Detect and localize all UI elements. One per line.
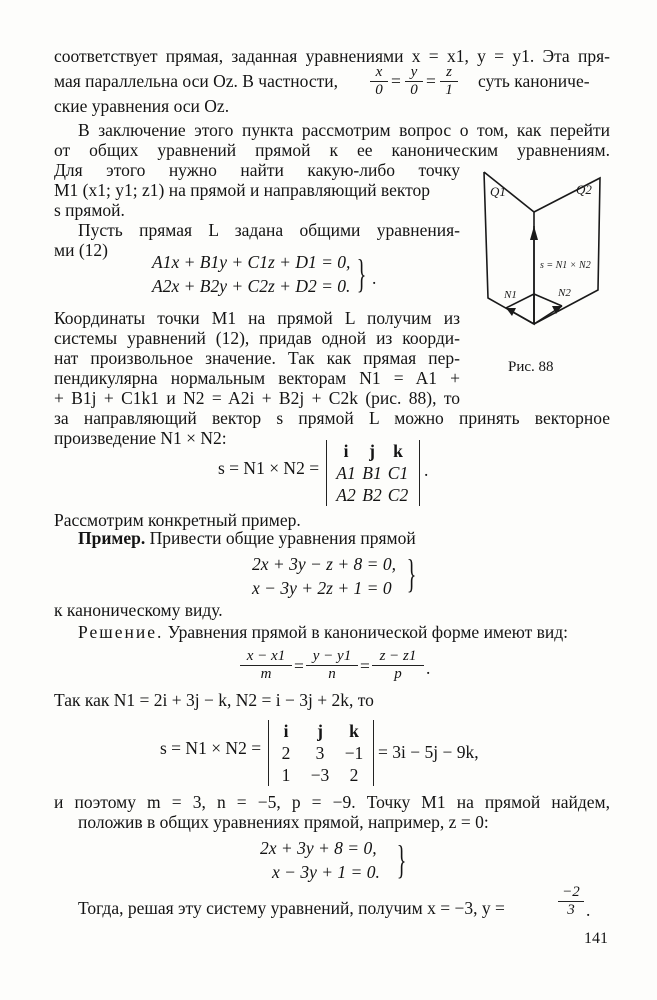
- page-number: 141: [584, 930, 608, 947]
- text-line: ские уравнения оси Oz.: [54, 96, 230, 116]
- text-line: M1 (x1; y1; z1) на прямой и направляющий вектор: [54, 180, 431, 200]
- fraction: $\frac{y - y1}{n}$: [306, 648, 358, 683]
- fraction: $\frac{z}{1}$: [440, 64, 458, 99]
- label-q1: Q1: [490, 184, 506, 199]
- text-line: мая параллельна оси Oz. В частности,: [54, 71, 338, 91]
- fraction: $\frac{-2}{3}$: [558, 884, 584, 919]
- equation-line: 2x + 3y + 8 = 0,: [260, 838, 377, 858]
- text-line: Так как N1 = 2i + 3j − k, N2 = i − 3j + 2k, то: [54, 690, 374, 710]
- text-line: Для этого нужно найти какую-либо точку: [54, 160, 460, 180]
- text-line: нат произвольное значение. Так как прямая пер-: [54, 348, 460, 368]
- fraction: $\frac{x}{0}$: [370, 64, 388, 99]
- plane-q2-outline: [534, 178, 600, 324]
- equation-rhs: = 3i − 5j − 9k,: [378, 742, 479, 762]
- text-line: Пример. Привести общие уравнения прямой: [78, 528, 416, 548]
- equation-line: 2x + 3y − z + 8 = 0,: [252, 554, 396, 574]
- equation-lhs: s = N1 × N2 =: [160, 738, 262, 758]
- text-line: от общих уравнений прямой к ее каноническим уравнениям.: [54, 140, 610, 160]
- text-line: Координаты точки M1 на прямой L получим из: [54, 308, 460, 328]
- text-line: произведение N1 × N2:: [54, 428, 227, 448]
- text-line: s прямой.: [54, 200, 125, 220]
- equation-line: A2x + B2y + C2z + D2 = 0.: [152, 276, 351, 296]
- equation-line: x − 3y + 1 = 0.: [272, 862, 380, 882]
- label-q2: Q2: [576, 182, 592, 197]
- text-line: Пусть прямая L задана общими уравнения-: [78, 220, 460, 240]
- text-line: системы уравнений (12), придав одной из коорди-: [54, 328, 460, 348]
- fraction: $\frac{z - z1}{p}$: [372, 648, 424, 683]
- equation-lhs: s = N1 × N2 =: [218, 458, 320, 478]
- determinant: i j k 2 3 −1 1 −3 2: [268, 720, 374, 786]
- text-line: положив в общих уравнениях прямой, например, z = 0:: [78, 812, 489, 832]
- right-brace: }: [396, 837, 407, 882]
- text-line: и поэтому m = 3, n = −5, p = −9. Точку M1 на прямой найдем,: [54, 792, 610, 812]
- text-line: пендикулярна нормальным векторам N1 = A1 +: [54, 368, 460, 388]
- label-n2: N2: [558, 287, 571, 299]
- text-line: Рассмотрим конкретный пример.: [54, 510, 301, 530]
- text-line: Решение. Уравнения прямой в канонической форме имеют вид:: [78, 622, 569, 642]
- arrow-s-icon: [530, 226, 538, 240]
- figure-88-planes: [474, 166, 614, 356]
- text-line: соответствует прямая, заданная уравнениями x = x1, y = y1. Эта пря-: [54, 46, 610, 66]
- text-line: Тогда, решая эту систему уравнений, получим x = −3, y =: [78, 898, 505, 918]
- book-page: соответствует прямая, заданная уравнениями x = x1, y = y1. Эта пря- мая параллельна оси Oz. В частности, $\frac{x}{0}$ = $\frac{y}{0}$ = $\frac{z}{1}$ суть канониче- ские уравнения оси Oz. В заключение этого пункта рассмотрим вопрос о том, как перейти от общих уравнений прямой к ее каноническим уравнениям. Для этого нужно найти какую-либо точку M1 (x1; y1; z1) на прямой и направляющий вектор s прямой. Пусть прямая L задана общими уравнения- ми (12) A1x + B1y + C1z + D1 = 0, A2x + B2y + C2z + D2 = 0. } . Координаты точки M1 на прямой L получим из системы уравнений (12), придав одной из коорди- нат произвольное значение. Так как прямая пер- пендикулярна нормальным векторам N1 = A1 + + B1j + C1k1 и N2 = A2i + B2j + C2k (рис. 88), то за направляющий вектор s прямой L можно принять векторное произведение N1 × N2: s = N1 × N2 = i j k A1 B1 C1 A2 B2 C2 . Рассмотрим конкретный пример. Пример. Привести общие уравнения прямой 2x + 3y − z + 8 = 0, x − 3y + 2z + 1 = 0 } к каноническому виду. Решение. Уравнения прямой в канонической форме имеют вид: $\frac{x - x1}{m}$ = $\frac{y - y1}{n}$ = $\frac{z - z1}{p}$ . Так как N1 = 2i + 3j − k, N2 = i − 3j + 2k, то s = N1 × N2 = i j k 2 3 −1 1 −3 2 = 3i − 5j − 9k, и поэтому m = 3, n = −5, p = −9. Точку M1 на прямой найдем, положив в общих уравнениях прямой, например, z = 0: 2x + 3y + 8 = 0, x − 3y + 1 = 0. } Тогда, решая эту систему уравнений, получим x = −3, y = $\frac{-2}{3}$ . Q1 Q2 s = N1 × N2 N1 N2 Рис. 88 141: [0, 0, 657, 1000]
- fraction: $\frac{x - x1}{m}$: [240, 648, 292, 683]
- text-fragment: суть канониче-: [478, 71, 590, 91]
- label-n1: N1: [504, 289, 517, 301]
- figure-caption: Рис. 88: [508, 359, 554, 375]
- equation-line: A1x + B1y + C1z + D1 = 0,: [152, 252, 351, 272]
- text-line: В заключение этого пункта рассмотрим вопрос о том, как перейти: [78, 120, 610, 140]
- right-brace: }: [356, 251, 367, 296]
- text-line: к каноническому виду.: [54, 600, 223, 620]
- text-line: за направляющий вектор s прямой L можно принять векторное: [54, 408, 610, 428]
- determinant: i j k A1 B1 C1 A2 B2 C2: [326, 440, 420, 506]
- right-brace: }: [406, 551, 417, 596]
- fraction: $\frac{y}{0}$: [405, 64, 423, 99]
- text-line: + B1j + C1k1 и N2 = A2i + B2j + C2k (рис. 88), то: [54, 388, 460, 408]
- equation-line: x − 3y + 2z + 1 = 0: [252, 578, 392, 598]
- text-line: ми (12): [54, 240, 108, 260]
- label-s: s = N1 × N2: [540, 260, 591, 271]
